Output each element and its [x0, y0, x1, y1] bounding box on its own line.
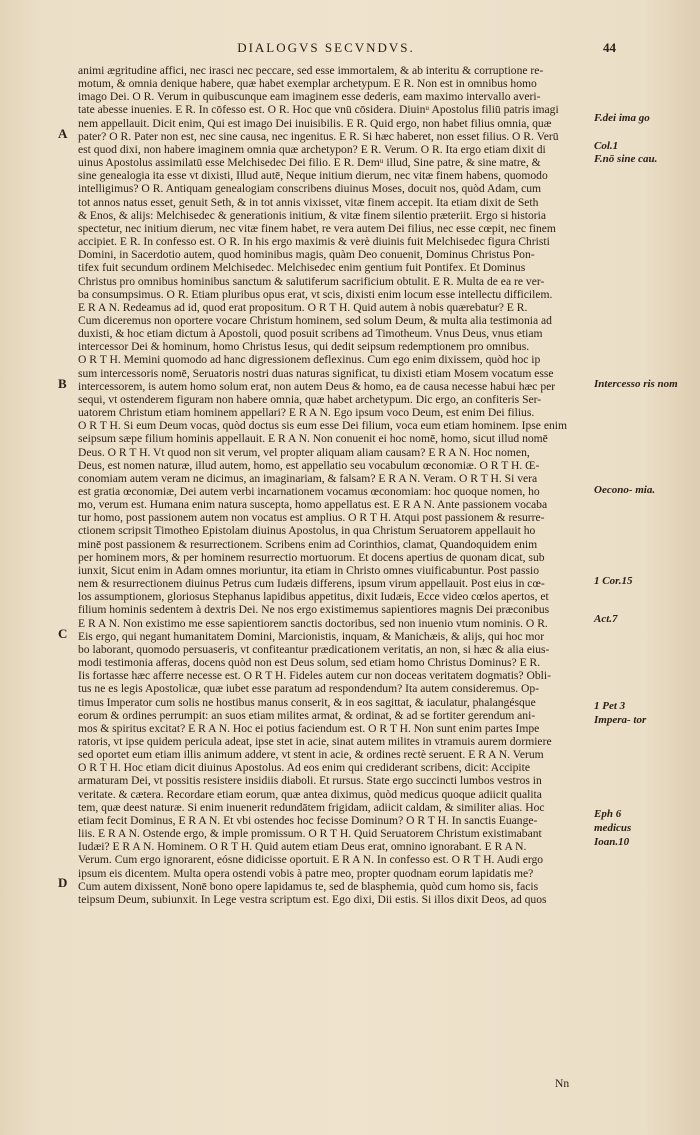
text-line: O R T H. Hoc etiam dicit diuinus Apostolus. Ad eos enim qui crediderant scribens, dicit: Accipite — [78, 761, 530, 775]
text-line: ctionem scripsit Timotheo Epistolam diuinus Apostolus, in qua Christum Seruatorem appellauit ho — [78, 524, 536, 538]
margin-note: Eph 6 — [594, 808, 622, 820]
margin-note: 1 Cor.15 — [594, 575, 633, 587]
text-line: veritate. & cætera. Recordare etiam eorum, quæ antea diximus, quòd medicus quoque adiicit qualita — [78, 787, 542, 801]
text-line: sum intercessoris nomē, Seruatoris nostri duas naturas significat, tu dixisti etiam Mosem vocatum esse — [78, 366, 554, 380]
text-line: intelligimus? O R. Antiquam genealogiam conscribens diuinus Moses, docuit nos, quòd Adam, cum — [78, 182, 542, 196]
text-line: tot annos natus esset, genuit Seth, & in tot annis vixisset, vitæ finem accepit. Ita etiam dixit de Seth — [78, 195, 539, 209]
margin-note: F.dei ima go — [594, 112, 650, 124]
text-line: Deus, est nomen naturæ, illud autem, homo, est appellatio seu vocabulum œconomiæ. O R T H. Œ- — [78, 458, 540, 472]
text-line: teipsum Deum, subiunxit. In Lege vestra scriptum est. Ego dixi, Dii estis. Si illos dixit Deos, ad quos — [78, 892, 547, 906]
text-line: est gratia œconomiæ, Dei autem verbi incarnationem vocamus œconomiam: hoc quoque nomen, ho — [78, 485, 540, 498]
section-marker-b: B — [58, 376, 67, 391]
text-line: animi ægritudine affici, nec irasci nec peccare, sed esse immortalem, & ab interitu & corruptione re- — [78, 64, 544, 77]
text-line: los assumptionem, gloriosus Stephanus lapidibus appetitus, dixit Iudæis, Ecce video cœlos apertos, et — [78, 590, 549, 604]
text-line: liis. E R A N. Ostende ergo, & imple promissum. O R T H. Quid Seruatorem Christum existimabant — [78, 827, 542, 841]
text-line: E R A N. Redeamus ad id, quod erat propositum. O R T H. Quid autem à nobis quærebatur? E R. — [78, 300, 528, 314]
text-line: Verum. Cum ergo ignorarent, eósne didicisse oportuit. E R A N. In confesso est. O R T H. Audi ergo — [78, 853, 544, 867]
text-line: Cum autem dixissent, Nonē bono opere lapidamus te, sed de blasphemia, quòd cum homo sis, facis — [78, 879, 539, 893]
margin-note: Act.7 — [594, 613, 618, 625]
text-line: per hominem mors, & per hominem resurrectio mortuorum. Et docens apertius de quonam dicat, sub — [78, 550, 545, 564]
text-line: filium hominis sedentem à dextris Dei. Ne nos ergo existimemus sapientiores magnis Dei præconibus — [78, 603, 550, 617]
text-line: Cum diceremus non oportere vocare Christum hominem, sed solum Deum, & multa alia testimonia ad — [78, 313, 552, 327]
text-line: O R T H. Si eum Deum vocas, quòd doctus sis eum esse Dei filium, voca eum etiam hominem. Ipse enim — [78, 419, 568, 433]
text-line: tus ne es legis Apostolicæ, quæ iubet esse paratum ad respondendum? Ita autem consideremus. Op- — [78, 682, 540, 696]
text-line: ba consumpsimus. O R. Etiam pluribus opus erat, vt scis, dixisti enim locum esse intellectu difficilem. — [78, 287, 553, 301]
body-text — [78, 64, 590, 906]
text-line: Deus. O R T H. Vt quod non sit verum, vel propter aliquam aliam causam? E R A N. Hoc nomen, — [78, 445, 530, 459]
text-line: etiam fecit Dominus, E R A N. Et vbi ostendes hoc fecisse Dominum? O R T H. In sanctis Euange- — [78, 813, 538, 827]
text-line: est quod dixi, non habere imaginem omnia quæ archetypon? E R. Verum. O R. Ita ergo etiam dixit di — [78, 142, 546, 156]
text-line: eorum & ordines perrumpit: an suos etiam milites armat, & ordinat, & ad se fortiter gerendum ani- — [78, 708, 536, 722]
section-marker-a: A — [58, 126, 68, 141]
margin-note: Impera- tor — [594, 714, 647, 726]
text-line: Iis fortasse hæc afferre necesse est. O R T H. Fideles autem cur non doceas veritatem dogmatis? Obli- — [78, 669, 551, 683]
text-line: intercessor Dei & hominum, homo Christus Iesus, qui dedit seipsum redemptionem pro omnibus. — [78, 340, 530, 354]
margin-note: Intercesso ris nom — [594, 378, 678, 390]
text-line: spectetur, nec initium dierum, nec vitæ finem habet, re vera autem Dei filius, nec esse cœpit, nec finem — [78, 221, 556, 235]
text-line: sequi, vt ostenderem figuram non habere omnia, quæ habet archetypum. Dic ergo, an confiteris Ser- — [78, 392, 542, 406]
margin-note: Oecono- mia. — [594, 484, 656, 496]
text-line: tifex fuit secundum ordinem Melchisedec. Melchisedec enim gentium fuit Pontifex. Et Dominus — [78, 261, 526, 275]
margin-note: 1 Pet 3 — [594, 700, 626, 712]
text-line: sed oportet eum etiam illis animum addere, vt stent in acie, & ordines rectè seruent. E R A N. Verum — [78, 748, 544, 762]
text-line: mo, verum est. Humana enim natura suscepta, homo appellatus est. E R A N. Ante passionem vocaba — [78, 498, 548, 512]
text-line: tate abesse inuenies. E R. In cōfesso est. O R. Hoc que vnū cōsidera. Diuinᵘ Apostolus filiū patris imagi — [78, 103, 559, 117]
text-line: intercessorem, is autem homo solum erat, non autem Deus & homo, ea de causa necesse habui hæc per — [78, 379, 556, 393]
text-line: ratoris, vt ipse quidem pericula adeat, ipse stet in acie, sinat autem milites in vtramuis aurem dormiere — [78, 734, 552, 748]
margin-note: medicus — [594, 822, 632, 834]
text-line: ipsum eis dicentem. Multa opera ostendi vobis à patre meo, propter quodnam eorum lapidatis me? — [78, 866, 534, 880]
text-line: conomiam autem veram ne dicimus, an imaginariam, & falsam? E R A N. Veram. O R T H. Si vera — [78, 471, 538, 485]
text-line: armaturam Dei, vt possitis resistere insidiis diaboli. Et rursus. State ergo succincti lumbos vestros in — [78, 774, 542, 788]
text-line: bo laborant, quomodo persuaseris, vt confiteantur prædicationem veritatis, an non, si hæc & alia eius- — [78, 642, 550, 656]
margin-note: Col.1 — [594, 140, 619, 152]
section-marker-d: D — [58, 875, 68, 890]
text-line: sine genealogia ita esse vt dixisti, Illud autē, Neque initium dierum, nec vitæ finem habens, quomodo — [78, 169, 548, 183]
text-line: duxisti, & hoc etiam dictum à Apostoli, quod posuit scribens ad Timotheum. Vnus Deus, vnus etiam — [78, 327, 543, 341]
text-line: nem & resurrectionem diuinus Petrus cum Iudæis differens, ipsum virum appellauit. Post eius in cœ- — [78, 577, 545, 591]
margin-note: F.nō sine cau. — [594, 153, 658, 165]
text-line: tur homo, post passionem autem non vocatus est amplius. O R T H. Atqui post passionem & resurre- — [78, 511, 545, 525]
margin-note: Ioan.10 — [594, 836, 630, 848]
text-line: minē post passionem & resurrectionem. Scribens enim ad Corinthios, clamat, Quandoquidem enim — [78, 537, 538, 551]
text-line: mos & spiritus excitat? E R A N. Hoc ei potius faciendum est. O R T H. Non sunt enim partes Impe — [78, 721, 540, 735]
text-line: motum, & omnia denique habere, quæ habet exemplar archetypum. E R. Non est in omnibus homo — [78, 77, 537, 91]
text-line: E R A N. Non existimo me esse sapientiorem sanctis doctoribus, sed non inuenio vtum nominis. O R. — [78, 616, 548, 630]
text-line: accipiet. E R. In confesso est. O R. In his ergo maximis & verè diuinis fuit Melchisedec figura Christi — [78, 235, 550, 249]
text-line: Eis ergo, qui negant humanitatem Domini, Marcionistis, inquam, & Manichæis, & alijs, qui hoc mor — [78, 629, 545, 643]
text-line: uatorem Christum etiam hominem appellari? E R A N. Ego ipsum voco Deum, est enim Dei filius. — [78, 406, 535, 420]
text-line: uinus Apostolus assimilatū esse Melchisedec Dei filio. E R. Demᵘ illud, Sine patre, & sine matre, & — [78, 156, 541, 170]
section-marker-c: C — [58, 626, 68, 641]
text-line: Domini, in Sacerdotio autem, quod hominibus magis, quàm Deo conuenit, Dominus Christus Pon- — [78, 248, 535, 262]
text-line: iunxit, Sicut enim in Adam omnes moriuntur, ita etiam in Christo omnes viuificabuntur. Post passio — [78, 563, 539, 577]
text-line: timus Imperator cum solis ne hostibus manus conserit, & in eos sagittat, & iaculatur, phalangésque — [78, 695, 536, 709]
running-title: DIALOGVS SECVNDVS. — [237, 40, 415, 55]
text-line: imago Dei. O R. Verum in quibuscunque eam imaginem esse dederis, eam maximo intervallo averi- — [78, 90, 541, 104]
text-line: modi testimonia afferas, docens quòd non est Deus solum, sed etiam homo Christus Dominus? E R. — [78, 656, 541, 670]
text-line: seipsum sæpe filium hominis appellauit. E R A N. Non conuenit ei hoc nomē, homo, sicut illud nomē — [78, 432, 548, 446]
text-line: Iudæi? E R A N. Hominem. O R T H. Quid autem etiam Deus erat, omnino ignorabant. E R A N. — [78, 840, 527, 854]
folio-number: 44 — [603, 40, 616, 55]
text-line: tem, quæ deest naturæ. Si enim inuenerit redundātem frigidam, adiicit caldam, & similiter alias. Hoc — [78, 800, 545, 814]
text-line: pater? O R. Pater non est, nec sine causa, nec ingenitus. E R. Si hæc haberet, non esset filius. O R. Verū — [78, 129, 559, 143]
text-line: nem appellauit. Dicit enim, Qui est imago Dei inuisibilis. E R. Quid ergo, non habet filius omnia, quæ — [78, 116, 552, 130]
text-line: O R T H. Memini quomodo ad hanc digressionem deflexinus. Cum ego enim dixissem, quòd hoc ip — [78, 353, 541, 367]
text-line: Christus pro omnibus hominibus sanctum & salutiferum sacrificium obtulit. E R. Multa de ea re ver- — [78, 274, 545, 288]
catchword: Nn — [555, 1077, 570, 1090]
text-line: & Enos, & alijs: Melchisedec & generationis initium, & vitæ finem silentio præteriit. Ergo si historia — [78, 208, 546, 222]
